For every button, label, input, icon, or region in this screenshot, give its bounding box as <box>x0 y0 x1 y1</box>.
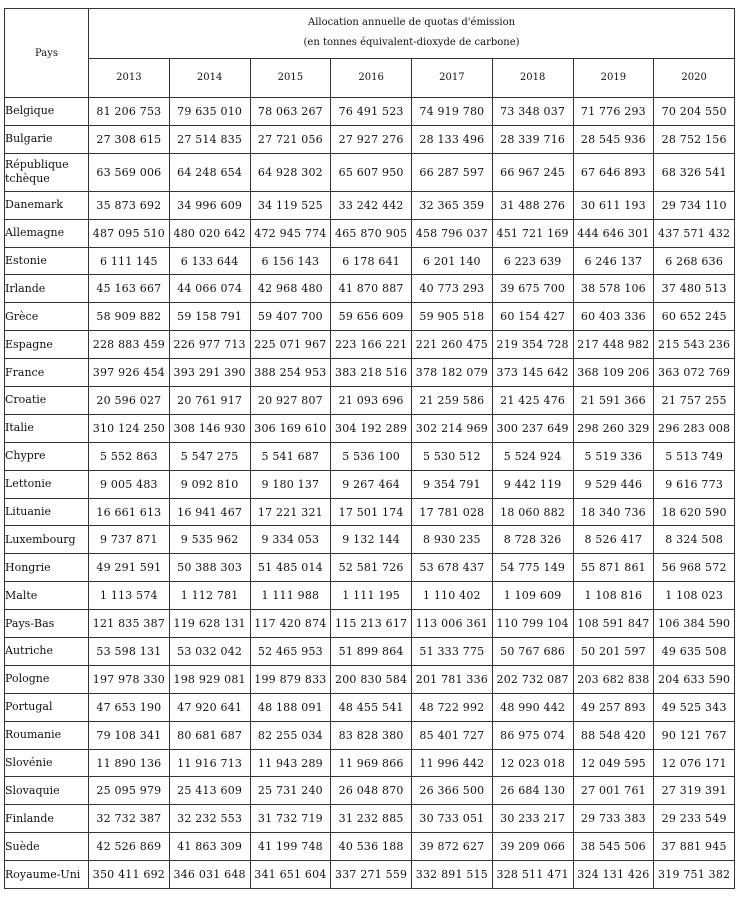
quota-value-cell: 47 920 641 <box>169 693 250 721</box>
quota-value-cell: 9 529 446 <box>573 470 654 498</box>
quota-value-cell: 115 213 617 <box>331 610 412 638</box>
quota-value-cell: 6 223 639 <box>492 247 573 275</box>
quota-value-cell: 5 541 687 <box>250 442 331 470</box>
table-row <box>5 125 735 153</box>
table-row <box>5 414 735 442</box>
table-body <box>5 98 735 889</box>
quota-value-cell: 121 835 387 <box>89 610 170 638</box>
quota-value-cell: 37 881 945 <box>654 833 735 861</box>
quota-value-cell: 48 455 541 <box>331 693 412 721</box>
table-row <box>5 777 735 805</box>
quota-value-cell: 8 930 235 <box>412 526 493 554</box>
quota-value-cell: 32 365 359 <box>412 191 493 219</box>
country-name-cell: Italie <box>5 414 89 442</box>
quota-value-cell: 11 969 866 <box>331 749 412 777</box>
quota-value-cell: 71 776 293 <box>573 98 654 126</box>
quota-value-cell: 373 145 642 <box>492 359 573 387</box>
quota-value-cell: 60 154 427 <box>492 303 573 331</box>
quota-value-cell: 39 675 700 <box>492 275 573 303</box>
quota-value-cell: 106 384 590 <box>654 610 735 638</box>
quota-value-cell: 6 178 641 <box>331 247 412 275</box>
quota-value-cell: 12 076 171 <box>654 749 735 777</box>
quota-value-cell: 70 204 550 <box>654 98 735 126</box>
table-row <box>5 498 735 526</box>
quota-value-cell: 201 781 336 <box>412 665 493 693</box>
quota-value-cell: 6 268 636 <box>654 247 735 275</box>
quota-value-cell: 1 108 816 <box>573 582 654 610</box>
quota-value-cell: 221 260 475 <box>412 331 493 359</box>
quota-value-cell: 65 607 950 <box>331 153 412 191</box>
quota-value-cell: 6 246 137 <box>573 247 654 275</box>
quota-value-cell: 437 571 432 <box>654 219 735 247</box>
quota-value-cell: 202 732 087 <box>492 665 573 693</box>
quota-value-cell: 32 732 387 <box>89 805 170 833</box>
country-name-cell: Hongrie <box>5 554 89 582</box>
quota-value-cell: 66 287 597 <box>412 153 493 191</box>
quota-value-cell: 11 890 136 <box>89 749 170 777</box>
year-header: 2014 <box>169 58 250 97</box>
quota-value-cell: 16 941 467 <box>169 498 250 526</box>
quota-value-cell: 38 545 506 <box>573 833 654 861</box>
country-name-cell: Pologne <box>5 665 89 693</box>
quota-value-cell: 298 260 329 <box>573 414 654 442</box>
quota-value-cell: 41 870 887 <box>331 275 412 303</box>
quota-value-cell: 73 348 037 <box>492 98 573 126</box>
quota-value-cell: 5 552 863 <box>89 442 170 470</box>
quota-value-cell: 41 199 748 <box>250 833 331 861</box>
quota-value-cell: 199 879 833 <box>250 665 331 693</box>
quota-value-cell: 11 916 713 <box>169 749 250 777</box>
quota-value-cell: 200 830 584 <box>331 665 412 693</box>
quota-value-cell: 9 005 483 <box>89 470 170 498</box>
quota-value-cell: 108 591 847 <box>573 610 654 638</box>
quota-value-cell: 1 109 609 <box>492 582 573 610</box>
quota-value-cell: 219 354 728 <box>492 331 573 359</box>
quota-value-cell: 42 526 869 <box>89 833 170 861</box>
quota-value-cell: 81 206 753 <box>89 98 170 126</box>
quota-value-cell: 319 751 382 <box>654 861 735 889</box>
quota-value-cell: 21 259 586 <box>412 387 493 415</box>
quota-value-cell: 58 909 882 <box>89 303 170 331</box>
quota-value-cell: 324 131 426 <box>573 861 654 889</box>
quota-value-cell: 48 722 992 <box>412 693 493 721</box>
quota-value-cell: 29 733 383 <box>573 805 654 833</box>
country-name-cell: Belgique <box>5 98 89 126</box>
quota-value-cell: 363 072 769 <box>654 359 735 387</box>
table-row <box>5 749 735 777</box>
country-name-cell: Finlande <box>5 805 89 833</box>
quota-value-cell: 53 598 131 <box>89 638 170 666</box>
quota-value-cell: 350 411 692 <box>89 861 170 889</box>
table-row <box>5 610 735 638</box>
quota-value-cell: 458 796 037 <box>412 219 493 247</box>
quota-value-cell: 223 166 221 <box>331 331 412 359</box>
country-name-cell: France <box>5 359 89 387</box>
quota-value-cell: 41 863 309 <box>169 833 250 861</box>
quota-value-cell: 217 448 982 <box>573 331 654 359</box>
country-name-cell: Espagne <box>5 331 89 359</box>
country-name-cell: Slovaquie <box>5 777 89 805</box>
quota-value-cell: 74 919 780 <box>412 98 493 126</box>
quota-value-cell: 80 681 687 <box>169 721 250 749</box>
quota-value-cell: 18 060 882 <box>492 498 573 526</box>
table-row <box>5 98 735 126</box>
quota-value-cell: 300 237 649 <box>492 414 573 442</box>
quota-value-cell: 9 616 773 <box>654 470 735 498</box>
quota-value-cell: 17 781 028 <box>412 498 493 526</box>
country-name-cell: Luxembourg <box>5 526 89 554</box>
table-row <box>5 359 735 387</box>
quota-value-cell: 397 926 454 <box>89 359 170 387</box>
quota-value-cell: 18 620 590 <box>654 498 735 526</box>
quota-value-cell: 25 095 979 <box>89 777 170 805</box>
country-column-header: Pays <box>5 9 89 98</box>
quota-value-cell: 341 651 604 <box>250 861 331 889</box>
quota-value-cell: 55 871 861 <box>573 554 654 582</box>
quota-value-cell: 52 581 726 <box>331 554 412 582</box>
year-header: 2013 <box>89 58 170 97</box>
table-row <box>5 275 735 303</box>
quota-value-cell: 465 870 905 <box>331 219 412 247</box>
quota-value-cell: 1 108 023 <box>654 582 735 610</box>
year-header: 2015 <box>250 58 331 97</box>
table-row <box>5 805 735 833</box>
quota-value-cell: 8 728 326 <box>492 526 573 554</box>
quota-value-cell: 383 218 516 <box>331 359 412 387</box>
quota-value-cell: 30 233 217 <box>492 805 573 833</box>
quota-value-cell: 51 333 775 <box>412 638 493 666</box>
quota-value-cell: 30 611 193 <box>573 191 654 219</box>
quota-value-cell: 31 232 885 <box>331 805 412 833</box>
quota-value-cell: 90 121 767 <box>654 721 735 749</box>
year-header: 2019 <box>573 58 654 97</box>
quota-value-cell: 27 319 391 <box>654 777 735 805</box>
quota-value-cell: 44 066 074 <box>169 275 250 303</box>
quota-value-cell: 28 545 936 <box>573 125 654 153</box>
quota-value-cell: 49 635 508 <box>654 638 735 666</box>
quota-value-cell: 228 883 459 <box>89 331 170 359</box>
quota-value-cell: 12 049 595 <box>573 749 654 777</box>
quota-value-cell: 54 775 149 <box>492 554 573 582</box>
table-row <box>5 554 735 582</box>
quota-value-cell: 79 635 010 <box>169 98 250 126</box>
quota-value-cell: 17 221 321 <box>250 498 331 526</box>
table-row <box>5 153 735 191</box>
quota-value-cell: 16 661 613 <box>89 498 170 526</box>
country-name-cell: Irlande <box>5 275 89 303</box>
quota-value-cell: 337 271 559 <box>331 861 412 889</box>
quota-value-cell: 5 536 100 <box>331 442 412 470</box>
quota-value-cell: 79 108 341 <box>89 721 170 749</box>
country-name-cell: Roumanie <box>5 721 89 749</box>
quota-value-cell: 8 324 508 <box>654 526 735 554</box>
emission-quota-table <box>4 8 735 889</box>
quota-value-cell: 60 403 336 <box>573 303 654 331</box>
quota-value-cell: 56 968 572 <box>654 554 735 582</box>
quota-value-cell: 49 525 343 <box>654 693 735 721</box>
quota-value-cell: 302 214 969 <box>412 414 493 442</box>
quota-value-cell: 28 339 716 <box>492 125 573 153</box>
quota-value-cell: 378 182 079 <box>412 359 493 387</box>
quota-value-cell: 50 201 597 <box>573 638 654 666</box>
quota-value-cell: 34 119 525 <box>250 191 331 219</box>
quota-value-cell: 6 133 644 <box>169 247 250 275</box>
country-name-cell: République tchèque <box>5 153 89 191</box>
quota-value-cell: 8 526 417 <box>573 526 654 554</box>
quota-value-cell: 306 169 610 <box>250 414 331 442</box>
quota-value-cell: 20 927 807 <box>250 387 331 415</box>
quota-value-cell: 29 233 549 <box>654 805 735 833</box>
title-line-2: (en tonnes équivalent-dioxyde de carbone) <box>303 37 520 49</box>
table-row <box>5 861 735 889</box>
quota-value-cell: 1 112 781 <box>169 582 250 610</box>
quota-value-cell: 12 023 018 <box>492 749 573 777</box>
quota-value-cell: 1 111 195 <box>331 582 412 610</box>
year-header: 2016 <box>331 58 412 97</box>
year-header-row <box>5 58 735 97</box>
quota-value-cell: 310 124 250 <box>89 414 170 442</box>
quota-value-cell: 39 872 627 <box>412 833 493 861</box>
quota-value-cell: 83 828 380 <box>331 721 412 749</box>
quota-value-cell: 35 873 692 <box>89 191 170 219</box>
quota-value-cell: 32 232 553 <box>169 805 250 833</box>
quota-value-cell: 11 996 442 <box>412 749 493 777</box>
quota-value-cell: 40 536 188 <box>331 833 412 861</box>
quota-value-cell: 20 761 917 <box>169 387 250 415</box>
quota-value-cell: 26 684 130 <box>492 777 573 805</box>
quota-value-cell: 51 485 014 <box>250 554 331 582</box>
country-name-cell: Croatie <box>5 387 89 415</box>
quota-value-cell: 9 737 871 <box>89 526 170 554</box>
quota-value-cell: 37 480 513 <box>654 275 735 303</box>
quota-value-cell: 6 111 145 <box>89 247 170 275</box>
quota-value-cell: 49 257 893 <box>573 693 654 721</box>
country-name-cell: Lettonie <box>5 470 89 498</box>
quota-value-cell: 38 578 106 <box>573 275 654 303</box>
quota-value-cell: 47 653 190 <box>89 693 170 721</box>
table-row <box>5 526 735 554</box>
quota-value-cell: 53 032 042 <box>169 638 250 666</box>
quota-value-cell: 26 048 870 <box>331 777 412 805</box>
quota-value-cell: 17 501 174 <box>331 498 412 526</box>
table-row <box>5 833 735 861</box>
quota-value-cell: 204 633 590 <box>654 665 735 693</box>
quota-value-cell: 25 413 609 <box>169 777 250 805</box>
quota-value-cell: 9 092 810 <box>169 470 250 498</box>
quota-value-cell: 225 071 967 <box>250 331 331 359</box>
country-name-cell: Bulgarie <box>5 125 89 153</box>
quota-value-cell: 21 093 696 <box>331 387 412 415</box>
quota-value-cell: 48 990 442 <box>492 693 573 721</box>
quota-value-cell: 25 731 240 <box>250 777 331 805</box>
quota-value-cell: 27 927 276 <box>331 125 412 153</box>
quota-value-cell: 64 248 654 <box>169 153 250 191</box>
country-name-cell: Slovénie <box>5 749 89 777</box>
quota-value-cell: 68 326 541 <box>654 153 735 191</box>
quota-value-cell: 39 209 066 <box>492 833 573 861</box>
quota-value-cell: 66 967 245 <box>492 153 573 191</box>
quota-value-cell: 9 442 119 <box>492 470 573 498</box>
quota-value-cell: 6 201 140 <box>412 247 493 275</box>
quota-value-cell: 9 535 962 <box>169 526 250 554</box>
quota-value-cell: 67 646 893 <box>573 153 654 191</box>
quota-value-cell: 76 491 523 <box>331 98 412 126</box>
quota-value-cell: 110 799 104 <box>492 610 573 638</box>
quota-value-cell: 388 254 953 <box>250 359 331 387</box>
country-name-cell: Suède <box>5 833 89 861</box>
quota-value-cell: 53 678 437 <box>412 554 493 582</box>
country-name-cell: Royaume-Uni <box>5 861 89 889</box>
country-name-cell: Danemark <box>5 191 89 219</box>
quota-value-cell: 27 514 835 <box>169 125 250 153</box>
quota-value-cell: 444 646 301 <box>573 219 654 247</box>
quota-value-cell: 27 001 761 <box>573 777 654 805</box>
quota-value-cell: 26 366 500 <box>412 777 493 805</box>
quota-value-cell: 60 652 245 <box>654 303 735 331</box>
quota-value-cell: 21 591 366 <box>573 387 654 415</box>
quota-value-cell: 11 943 289 <box>250 749 331 777</box>
quota-value-cell: 88 548 420 <box>573 721 654 749</box>
quota-value-cell: 51 899 864 <box>331 638 412 666</box>
quota-value-cell: 59 158 791 <box>169 303 250 331</box>
quota-value-cell: 226 977 713 <box>169 331 250 359</box>
quota-value-cell: 18 340 736 <box>573 498 654 526</box>
quota-value-cell: 119 628 131 <box>169 610 250 638</box>
quota-value-cell: 64 928 302 <box>250 153 331 191</box>
table-row <box>5 247 735 275</box>
quota-value-cell: 20 596 027 <box>89 387 170 415</box>
quota-value-cell: 5 519 336 <box>573 442 654 470</box>
table-title-header <box>89 9 735 59</box>
quota-value-cell: 368 109 206 <box>573 359 654 387</box>
table-row <box>5 693 735 721</box>
quota-value-cell: 198 929 081 <box>169 665 250 693</box>
quota-value-cell: 28 133 496 <box>412 125 493 153</box>
quota-value-cell: 203 682 838 <box>573 665 654 693</box>
table-row <box>5 331 735 359</box>
quota-value-cell: 9 354 791 <box>412 470 493 498</box>
quota-value-cell: 393 291 390 <box>169 359 250 387</box>
quota-value-cell: 86 975 074 <box>492 721 573 749</box>
country-name-cell: Autriche <box>5 638 89 666</box>
quota-value-cell: 45 163 667 <box>89 275 170 303</box>
country-name-cell: Grèce <box>5 303 89 331</box>
quota-value-cell: 28 752 156 <box>654 125 735 153</box>
country-name-cell: Allemagne <box>5 219 89 247</box>
quota-value-cell: 78 063 267 <box>250 98 331 126</box>
table-row <box>5 191 735 219</box>
table-row <box>5 442 735 470</box>
table-row <box>5 303 735 331</box>
year-header: 2020 <box>654 58 735 97</box>
title-line-1: Allocation annuelle de quotas d'émission <box>307 17 516 29</box>
country-name-cell: Portugal <box>5 693 89 721</box>
quota-value-cell: 1 111 988 <box>250 582 331 610</box>
quota-value-cell: 49 291 591 <box>89 554 170 582</box>
quota-value-cell: 472 945 774 <box>250 219 331 247</box>
quota-value-cell: 113 006 361 <box>412 610 493 638</box>
table-row <box>5 387 735 415</box>
quota-value-cell: 117 420 874 <box>250 610 331 638</box>
table-row <box>5 582 735 610</box>
quota-value-cell: 21 757 255 <box>654 387 735 415</box>
quota-value-cell: 487 095 510 <box>89 219 170 247</box>
table-row <box>5 665 735 693</box>
quota-value-cell: 34 996 609 <box>169 191 250 219</box>
quota-value-cell: 27 721 056 <box>250 125 331 153</box>
quota-value-cell: 85 401 727 <box>412 721 493 749</box>
quota-value-cell: 59 656 609 <box>331 303 412 331</box>
quota-value-cell: 9 334 053 <box>250 526 331 554</box>
year-header: 2018 <box>492 58 573 97</box>
country-name-cell: Lituanie <box>5 498 89 526</box>
quota-value-cell: 21 425 476 <box>492 387 573 415</box>
quota-value-cell: 1 113 574 <box>89 582 170 610</box>
country-name-cell: Chypre <box>5 442 89 470</box>
quota-value-cell: 40 773 293 <box>412 275 493 303</box>
quota-value-cell: 9 267 464 <box>331 470 412 498</box>
quota-value-cell: 33 242 442 <box>331 191 412 219</box>
quota-value-cell: 5 547 275 <box>169 442 250 470</box>
quota-value-cell: 42 968 480 <box>250 275 331 303</box>
quota-value-cell: 296 283 008 <box>654 414 735 442</box>
quota-value-cell: 328 511 471 <box>492 861 573 889</box>
quota-value-cell: 5 513 749 <box>654 442 735 470</box>
quota-value-cell: 9 180 137 <box>250 470 331 498</box>
quota-value-cell: 304 192 289 <box>331 414 412 442</box>
quota-value-cell: 31 732 719 <box>250 805 331 833</box>
table-row <box>5 721 735 749</box>
quota-value-cell: 451 721 169 <box>492 219 573 247</box>
quota-value-cell: 59 407 700 <box>250 303 331 331</box>
quota-value-cell: 1 110 402 <box>412 582 493 610</box>
quota-value-cell: 82 255 034 <box>250 721 331 749</box>
quota-value-cell: 346 031 648 <box>169 861 250 889</box>
table-row <box>5 470 735 498</box>
quota-value-cell: 480 020 642 <box>169 219 250 247</box>
country-name-cell: Malte <box>5 582 89 610</box>
quota-value-cell: 9 132 144 <box>331 526 412 554</box>
quota-value-cell: 29 734 110 <box>654 191 735 219</box>
quota-value-cell: 52 465 953 <box>250 638 331 666</box>
table-row <box>5 219 735 247</box>
quota-value-cell: 50 767 686 <box>492 638 573 666</box>
quota-value-cell: 308 146 930 <box>169 414 250 442</box>
quota-value-cell: 197 978 330 <box>89 665 170 693</box>
quota-value-cell: 48 188 091 <box>250 693 331 721</box>
quota-value-cell: 5 524 924 <box>492 442 573 470</box>
quota-value-cell: 50 388 303 <box>169 554 250 582</box>
quota-value-cell: 59 905 518 <box>412 303 493 331</box>
table-row <box>5 638 735 666</box>
country-name-cell: Estonie <box>5 247 89 275</box>
country-name-cell: Pays-Bas <box>5 610 89 638</box>
quota-value-cell: 63 569 006 <box>89 153 170 191</box>
quota-value-cell: 31 488 276 <box>492 191 573 219</box>
quota-value-cell: 30 733 051 <box>412 805 493 833</box>
year-header: 2017 <box>412 58 493 97</box>
quota-value-cell: 6 156 143 <box>250 247 331 275</box>
quota-value-cell: 332 891 515 <box>412 861 493 889</box>
quota-value-cell: 27 308 615 <box>89 125 170 153</box>
quota-value-cell: 5 530 512 <box>412 442 493 470</box>
quota-value-cell: 215 543 236 <box>654 331 735 359</box>
